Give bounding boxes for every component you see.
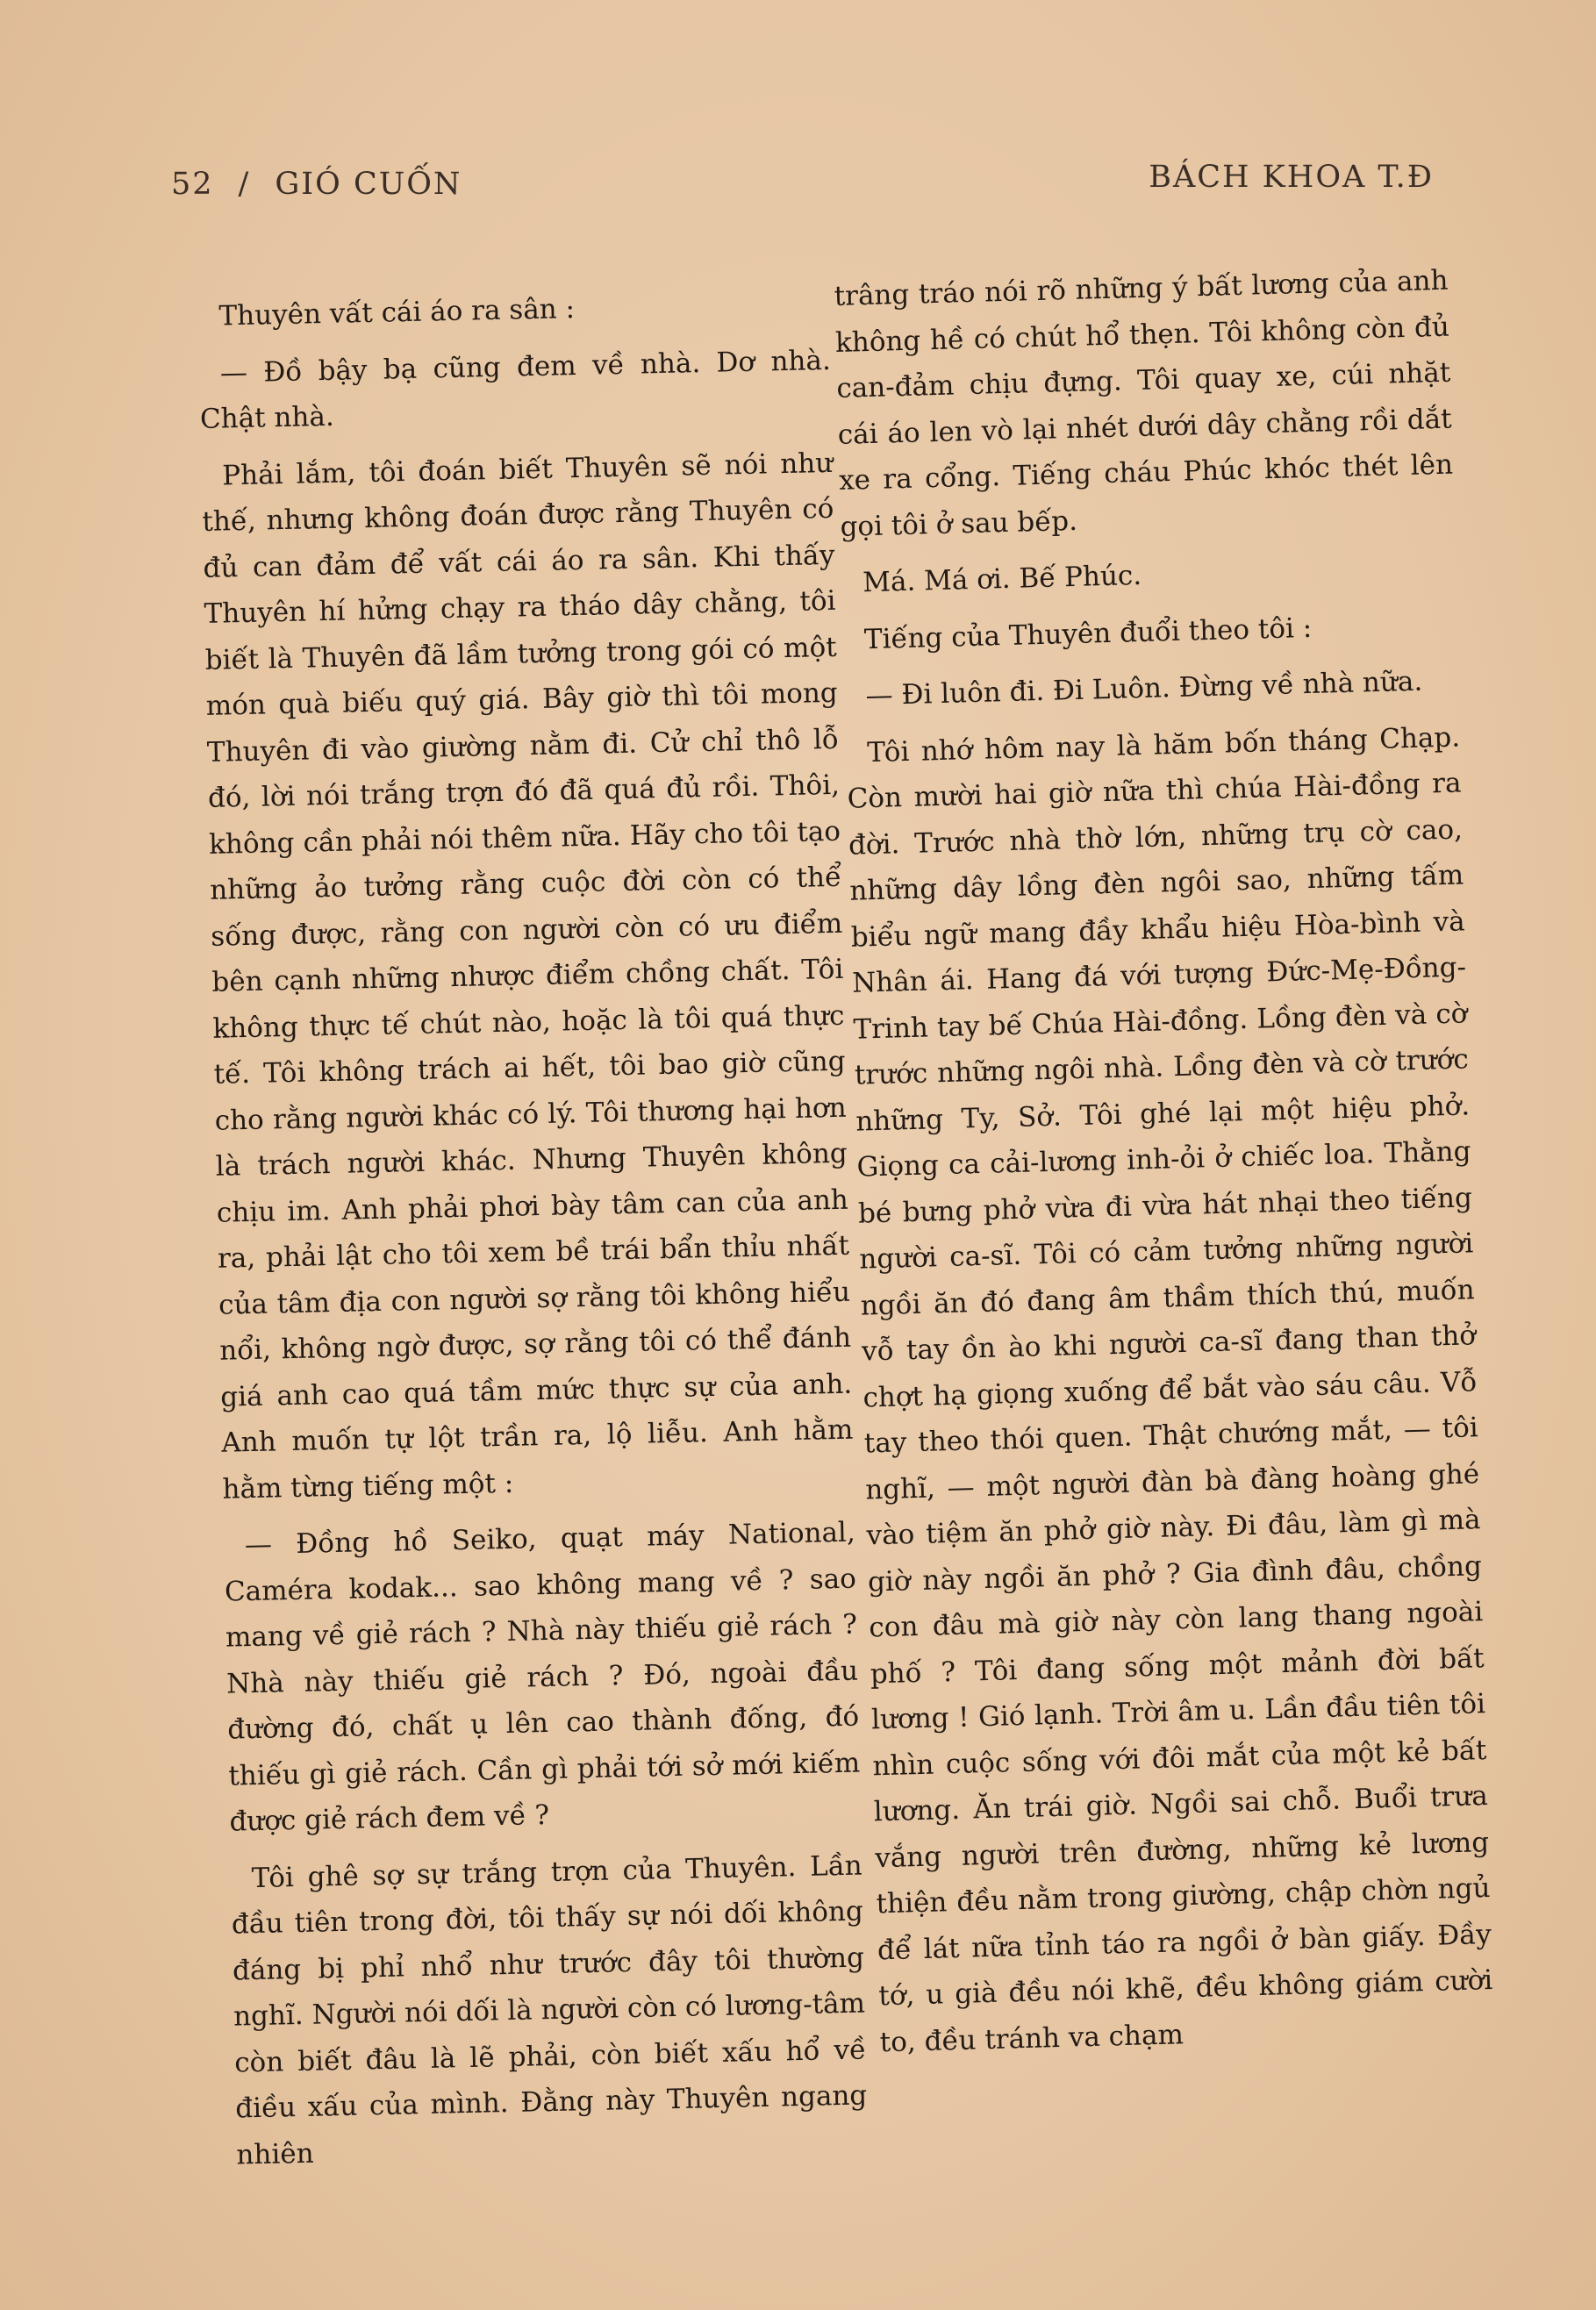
paragraph: Tôi ghê sợ sự trắng trợn của Thuyên. Lần đầu tiên trong đời, tôi thấy sự nói dối không đáng bị phỉ nhổ như trước đây tôi thường nghĩ. Người nói dối là người còn có lương-tâm còn biết đâu là lẽ phải, còn biết xấu hổ về điều xấu của mình. Đằng này Thuyên ngang nhiên [231, 1849, 868, 2171]
header-separator: / [238, 167, 251, 202]
header-left [171, 167, 462, 202]
right-column [834, 258, 1495, 2077]
paragraph: Má. Má ơi. Bế Phúc. [862, 559, 1142, 599]
paragraph: — Đi luôn đi. Đi Luôn. Đừng về nhà nữa. [865, 665, 1423, 712]
section-title: GIÓ CUỐN [275, 167, 462, 202]
paragraph: Phải lắm, tôi đoán biết Thuyên sẽ nói như thế, nhưng không đoán được rằng Thuyên có đủ can đảm để vất cái áo ra sân. Khi thấy Thuyên hí hửng chạy ra tháo dây chằng, tôi biết là Thuyên đã lầm tưởng trong gói có một món quà biếu quý giá. Bây giờ thì tôi mong Thuyên đi vào giường nằm đi. Cử chỉ thô lỗ đó, lời nói trắng trợn đó đã quá đủ rồi. Thôi, không cần phải nói thêm nữa. Hãy cho tôi tạo những ảo tưởng rằng cuộc đời còn có thể sống được, rằng con người còn có ưu điểm bên cạnh những nhược điểm chồng chất. Tôi không thực tế chút nào, hoặc là tôi quá thực tế. Tôi không trách ai hết, tôi bao giờ cũng cho rằng người khác có lý. Tôi thương hại hơn là trách người khác. Nhưng Thuyên không chịu im. Anh phải phơi bày tâm can của anh ra, phải lật cho tôi xem bề trái bẩn thỉu nhất của tâm địa con người sợ rằng tôi không hiểu nổi, không ngờ được, sợ rằng tôi có thể đánh giá anh cao quá tầm mức thực sự của anh. Anh muốn tự lột trần ra, lộ liễu. Anh hằm hằm từng tiếng một : [202, 447, 854, 1505]
paragraph: Tôi nhớ hôm nay là hăm bốn tháng Chạp. Còn mười hai giờ nữa thì chúa Hài-đồng ra đời. Trước nhà thờ lớn, những trụ cờ cao, những dây lồng đèn ngôi sao, những tấm biểu ngữ mang đầy khẩu hiệu Hòa-bình và Nhân ái. Hang đá với tượng Đức-Mẹ-Đồng-Trinh tay bế Chúa Hài-đồng. Lồng đèn và cờ trước những ngôi nhà. Lồng đèn và cờ trước những Ty, Sở. Tôi ghé lại một hiệu phở. Giọng ca cải-lương inh-ỏi ở chiếc loa. Thằng bé bưng phở vừa đi vừa hát nhại theo tiếng người ca-sĩ. Tôi có cảm tưởng những người ngồi ăn đó đang âm thầm thích thú, muốn vỗ tay ồn ào khi người ca-sĩ đang than thở chợt hạ giọng xuống để bắt vào sáu câu. Vỗ tay theo thói quen. Thật chướng mắt, — tôi nghĩ, — một người đàn bà đàng hoàng ghé vào tiệm ăn phở giờ này. Đi đâu, làm gì mà giờ này ngồi ăn phở ? Gia đình đâu, chồng con đâu mà giờ này còn lang thang ngoài phố ? Tôi đang sống một mảnh đời bất lương ! Gió lạnh. Trời âm u. Lần đầu tiên tôi nhìn cuộc sống với đôi mắt của một kẻ bất lương. Ăn trái giờ. Ngồi sai chỗ. Buổi trưa vắng người trên đường, những kẻ lương thiện đều nằm trong giường, chập chờn ngủ để lát nữa tỉnh táo ra ngồi ở bàn giấy. Đầy tớ, u già đều nói khẽ, đều không giám cười to, đều tránh va chạm [847, 720, 1493, 2058]
paragraph: trâng tráo nói rõ những ý bất lương của anh không hề có chút hổ thẹn. Tôi không còn đủ can-đảm chịu đựng. Tôi quay xe, cúi nhặt cái áo len vò lại nhét dưới dây chằng rồi dắt xe ra cổng. Tiếng cháu Phúc khóc thét lên gọi tôi ở sau bếp. [834, 264, 1454, 543]
publication-name: BÁCH KHOA T.Đ [1149, 160, 1434, 195]
paragraph: — Đồ bậy bạ cũng đem về nhà. Dơ nhà. Chật nhà. [199, 344, 832, 435]
page-number: 52 [171, 167, 214, 202]
left-column [197, 281, 869, 2189]
page-header [171, 160, 1434, 219]
paragraph: Thuyên vất cái áo ra sân : [218, 293, 576, 333]
paragraph: — Đồng hồ Seiko, quạt máy National, Caméra kodak... sao không mang về ? sao mang về giẻ rách ? Nhà này thiếu giẻ rách ? Nhà này thiếu giẻ rách ? Đó, ngoài đầu đường đó, chất ụ lên cao thành đống, đó thiếu gì giẻ rách. Cần gì phải tới sở mới kiếm được giẻ rách đem về ? [224, 1516, 861, 1838]
paragraph: Tiếng của Thuyên đuổi theo tôi : [863, 611, 1313, 655]
